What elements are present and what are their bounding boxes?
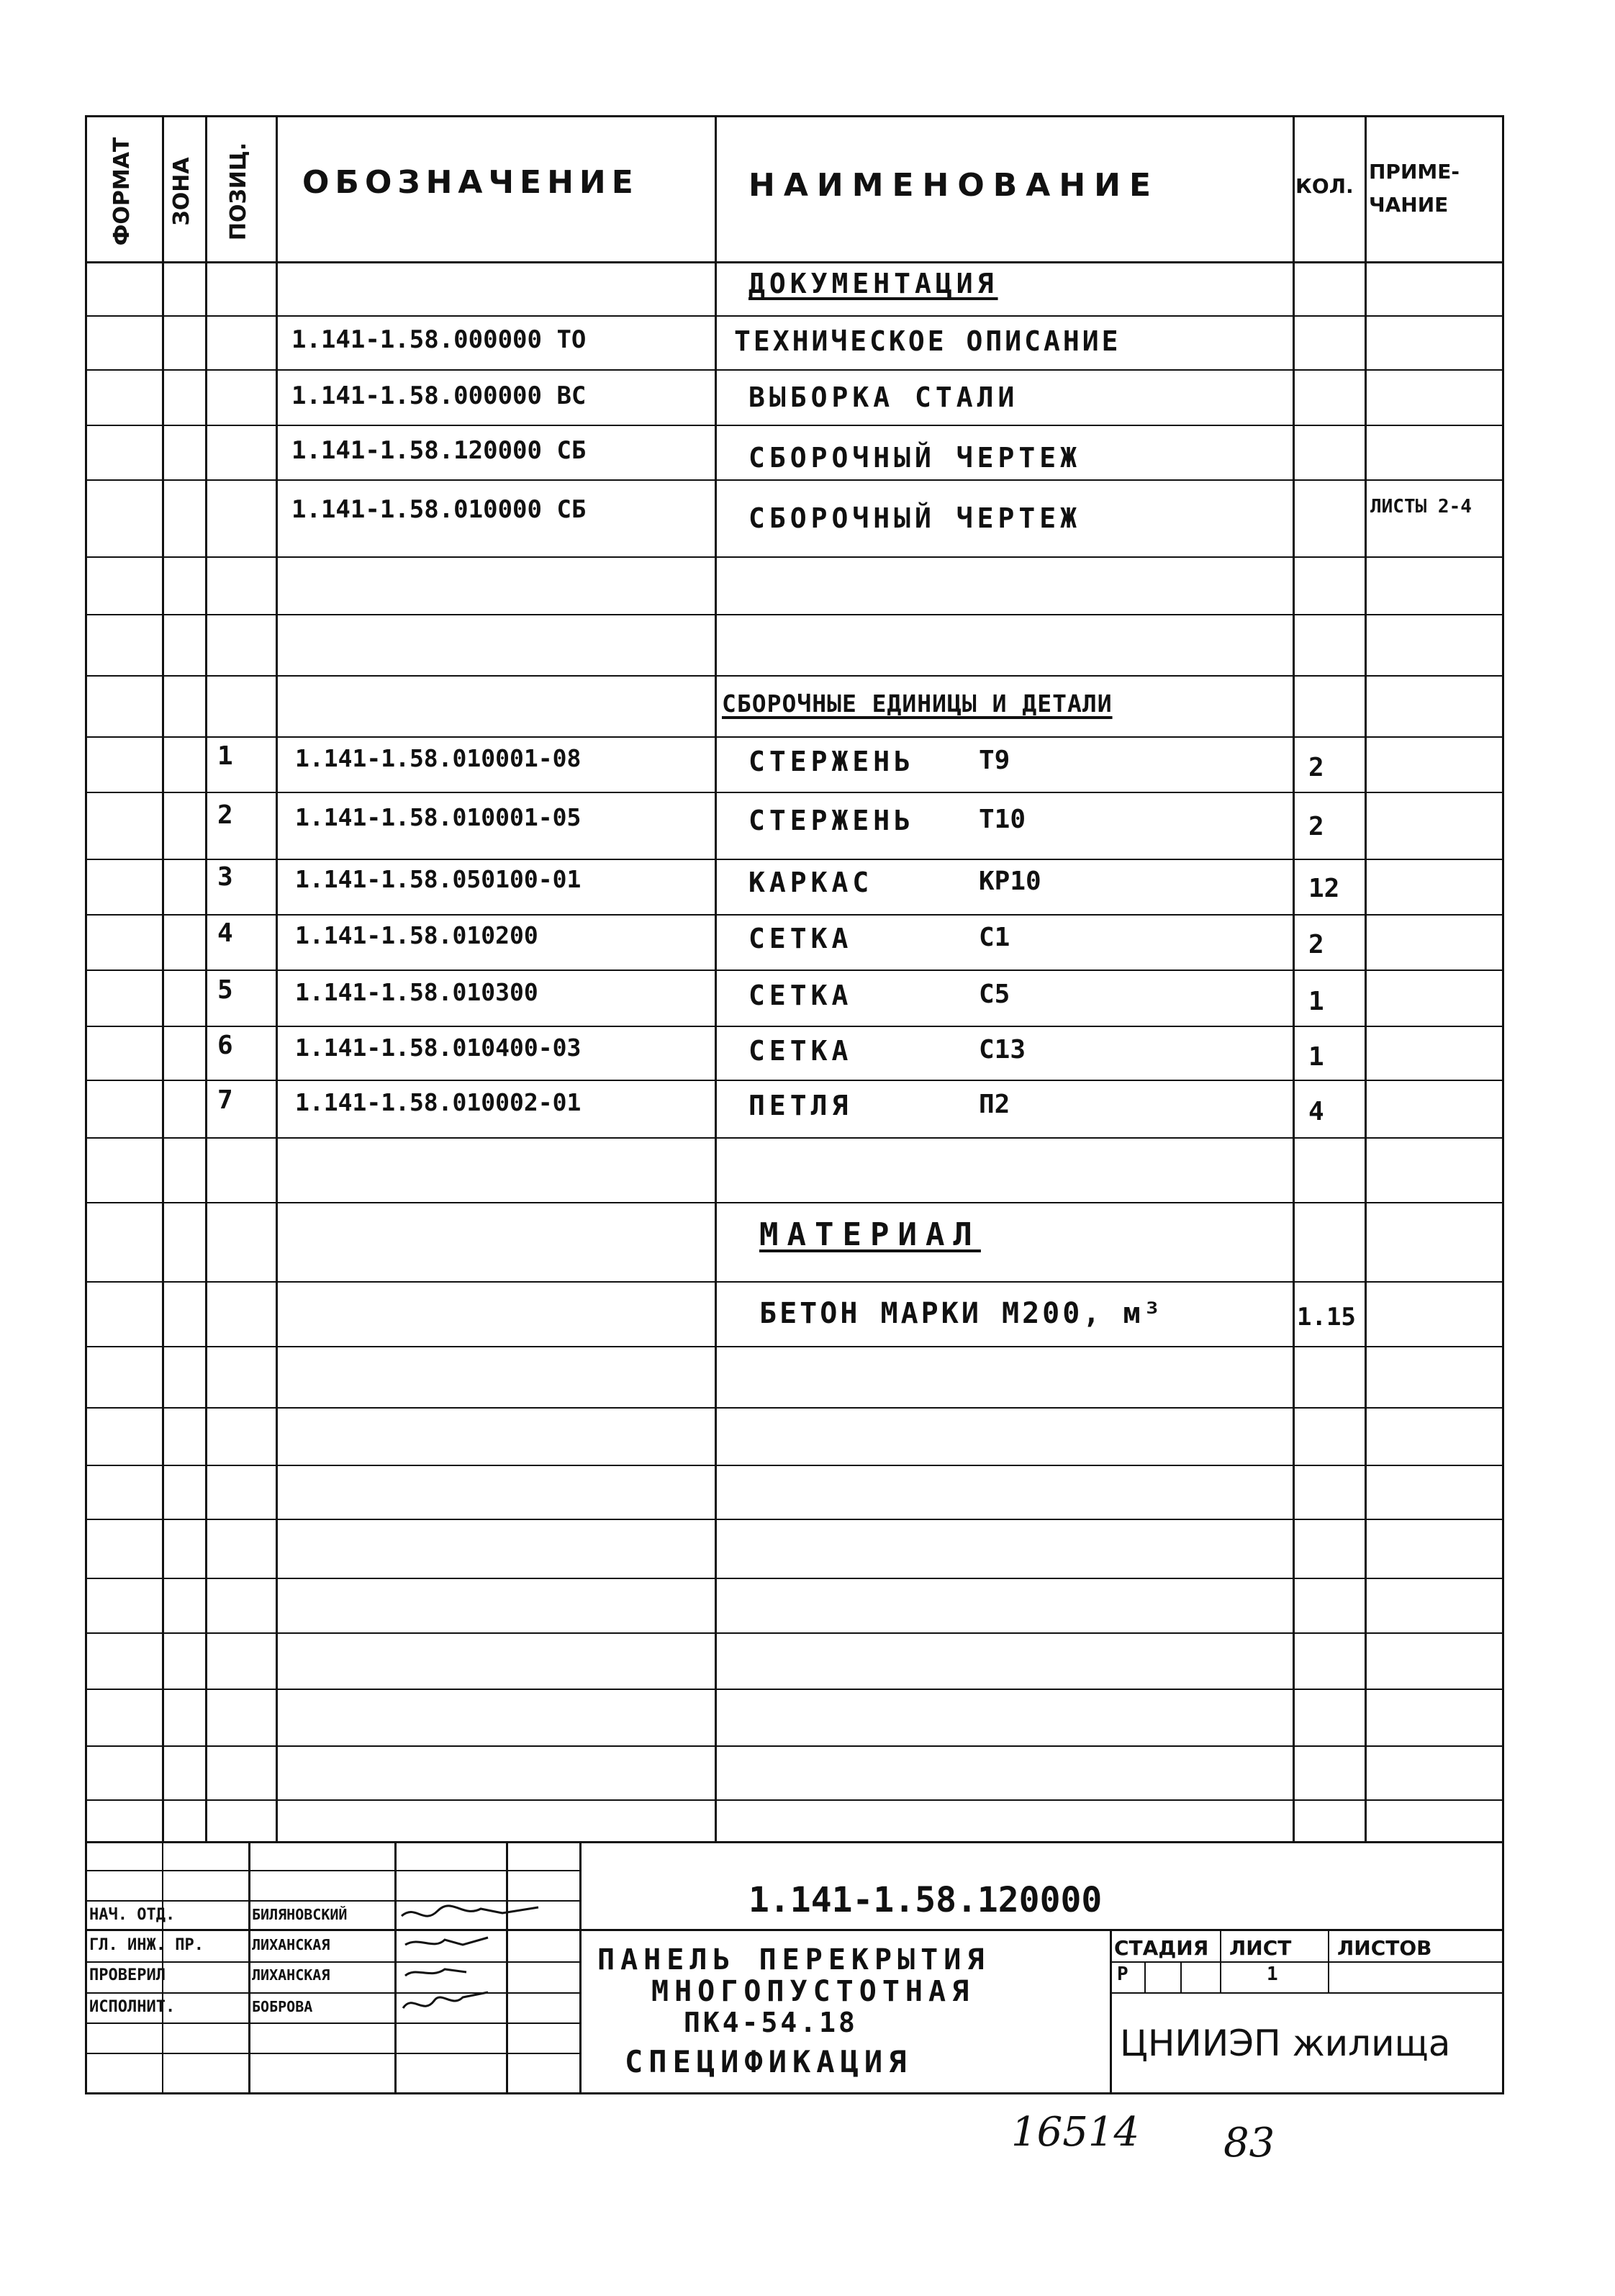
sig-name: БОБРОВА xyxy=(252,1998,313,2015)
header-format: ФОРМАТ xyxy=(109,137,135,246)
sheets-label: ЛИСТОВ xyxy=(1337,1936,1432,1960)
part-qty: 1 xyxy=(1308,1042,1324,1072)
header-name: НАИМЕНОВАНИЕ xyxy=(748,167,1160,204)
part-designation: 1.141-1.58.010001-08 xyxy=(295,744,582,772)
part-designation: 1.141-1.58.010400-03 xyxy=(295,1034,582,1062)
title-line-4: СПЕЦИФИКАЦИЯ xyxy=(625,2044,913,2079)
title-line-3: ПК4-54.18 xyxy=(684,2007,858,2038)
part-designation: 1.141-1.58.010001-05 xyxy=(295,803,582,831)
part-qty: 2 xyxy=(1308,812,1324,841)
header-position: ПОЗИЦ. xyxy=(226,142,251,241)
section-assembly-units: СБОРОЧНЫЕ ЕДИНИЦЫ И ДЕТАЛИ xyxy=(722,690,1113,718)
signature-scribbles xyxy=(394,1900,546,2030)
doc-note: ЛИСТЫ 2-4 xyxy=(1370,496,1472,517)
material-qty: 1.15 xyxy=(1297,1303,1356,1332)
sig-role: ПРОВЕРИЛ xyxy=(89,1966,166,1984)
sig-name: ЛИХАНСКАЯ xyxy=(252,1966,330,1984)
stage-value: Р xyxy=(1117,1963,1128,1985)
part-position: 6 xyxy=(217,1031,233,1060)
doc-designation: 1.141-1.58.000000 ВС xyxy=(291,381,587,410)
header-designation: ОБОЗНАЧЕНИЕ xyxy=(302,164,639,201)
part-position: 5 xyxy=(217,975,233,1005)
section-material: МАТЕРИАЛ xyxy=(759,1216,981,1253)
part-mark: С1 xyxy=(979,923,1010,952)
sig-role: ИСПОЛНИТ. xyxy=(89,1998,176,2016)
doc-name: СБОРОЧНЫЙ ЧЕРТЕЖ xyxy=(748,442,1082,474)
part-qty: 12 xyxy=(1308,874,1340,903)
part-qty: 1 xyxy=(1308,987,1324,1016)
sig-name: БИЛЯНОВСКИЙ xyxy=(252,1906,348,1923)
part-name: СТЕРЖЕНЬ xyxy=(748,805,915,836)
title-line-1: ПАНЕЛЬ ПЕРЕКРЫТИЯ xyxy=(597,1943,990,1976)
part-designation: 1.141-1.58.010002-01 xyxy=(295,1088,582,1116)
material-name: БЕТОН МАРКИ М200, м³ xyxy=(759,1297,1164,1330)
archive-number: 16514 xyxy=(1011,2109,1140,2156)
part-qty: 2 xyxy=(1308,930,1324,959)
doc-number: 1.141-1.58.120000 xyxy=(748,1880,1103,1920)
part-name: СЕТКА xyxy=(748,980,853,1011)
part-name: ПЕТЛЯ xyxy=(748,1090,853,1121)
page-number: 83 xyxy=(1223,2120,1275,2166)
sig-role: НАЧ. ОТД. xyxy=(89,1906,176,1924)
sig-name: ЛИХАНСКАЯ xyxy=(252,1936,330,1953)
header-note-line2: ЧАНИЕ xyxy=(1369,193,1449,217)
header-zone: ЗОНА xyxy=(169,157,194,226)
part-position: 1 xyxy=(217,741,233,771)
header-qty: КОЛ. xyxy=(1295,174,1354,198)
part-designation: 1.141-1.58.010300 xyxy=(295,978,538,1006)
title-line-2: МНОГОПУСТОТНАЯ xyxy=(651,1975,975,2008)
sig-role: ГЛ. ИНЖ. ПР. xyxy=(89,1936,204,1954)
part-position: 7 xyxy=(217,1085,233,1115)
doc-designation: 1.141-1.58.000000 ТО xyxy=(291,325,587,354)
doc-designation: 1.141-1.58.010000 СБ xyxy=(291,495,587,524)
header-note-line1: ПРИМЕ- xyxy=(1369,160,1460,184)
part-qty: 2 xyxy=(1308,753,1324,782)
part-mark: С13 xyxy=(979,1035,1026,1065)
doc-name: ВЫБОРКА СТАЛИ xyxy=(748,381,1019,413)
part-mark: П2 xyxy=(979,1090,1010,1119)
part-position: 2 xyxy=(217,800,233,830)
doc-name: ТЕХНИЧЕСКОЕ ОПИСАНИЕ xyxy=(734,325,1121,357)
part-qty: 4 xyxy=(1308,1097,1324,1126)
sheet-value: 1 xyxy=(1267,1963,1278,1985)
section-documentation: ДОКУМЕНТАЦИЯ xyxy=(748,268,998,299)
part-name: СТЕРЖЕНЬ xyxy=(748,746,915,777)
part-name: СЕТКА xyxy=(748,923,853,954)
doc-designation: 1.141-1.58.120000 СБ xyxy=(291,436,587,465)
stage-label: СТАДИЯ xyxy=(1114,1936,1209,1960)
sheet-label: ЛИСТ xyxy=(1229,1936,1292,1960)
doc-name: СБОРОЧНЫЙ ЧЕРТЕЖ xyxy=(748,502,1082,534)
part-mark: КР10 xyxy=(979,867,1041,896)
part-mark: Т9 xyxy=(979,746,1010,775)
part-designation: 1.141-1.58.050100-01 xyxy=(295,865,582,893)
part-position: 3 xyxy=(217,862,233,892)
part-designation: 1.141-1.58.010200 xyxy=(295,921,538,949)
part-position: 4 xyxy=(217,918,233,948)
part-mark: Т10 xyxy=(979,805,1026,834)
part-mark: С5 xyxy=(979,980,1010,1009)
organization: ЦНИИЭП жилища xyxy=(1120,2022,1451,2064)
part-name: СЕТКА xyxy=(748,1035,853,1067)
part-name: КАРКАС xyxy=(748,867,874,898)
